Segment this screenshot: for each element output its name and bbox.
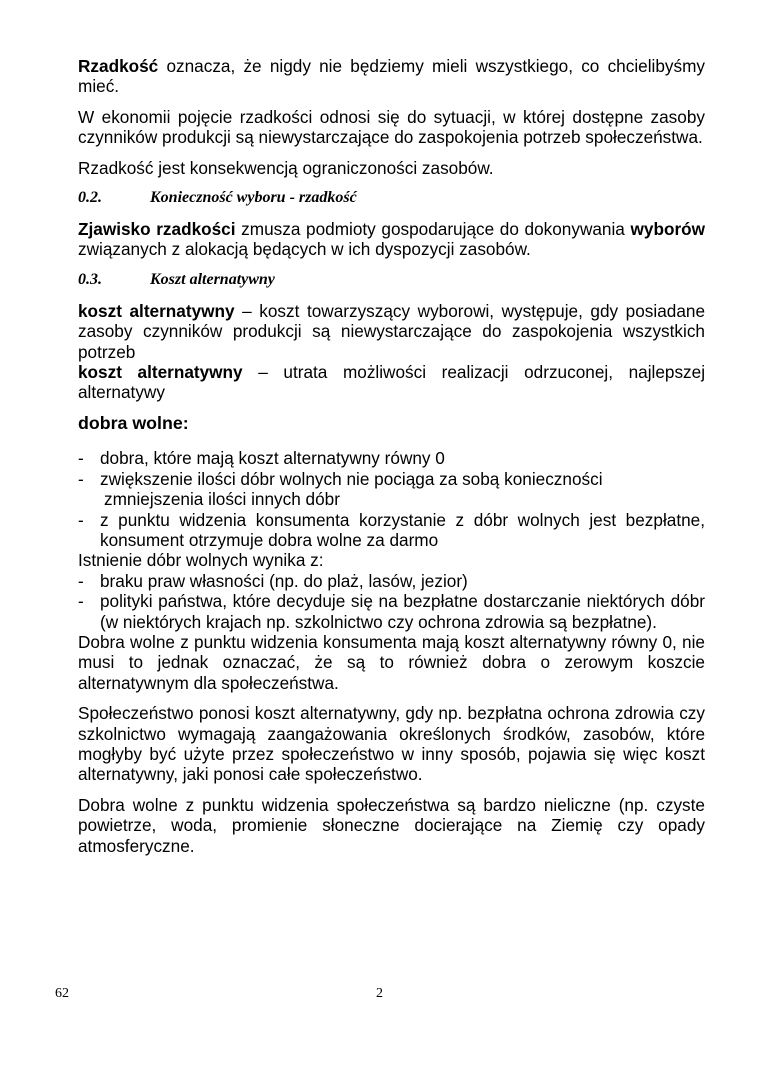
section-heading-0-3 [78, 270, 705, 290]
footer-page-number-left: 62 [55, 986, 69, 1001]
section-number: 0.2. [78, 189, 102, 207]
footer-page-number-center: 2 [376, 986, 383, 1001]
dobra-wolne-title: dobra wolne: [78, 412, 189, 433]
paragraph-rzadkosc-definition: Rzadkość oznacza, że nigdy nie będziemy mieli wszystkiego, co chcielibyśmy mieć. [78, 56, 705, 97]
paragraph-koszt-alternatywny-1: koszt alternatywny – koszt towarzyszący wyborowi, występuje, gdy posiadane zasoby czynników produkcji są niewystarczające do zaspokojenia wszystkich potrzeb [78, 300, 706, 362]
list-item: - dobra, które mają koszt alternatywny równy 0 [78, 448, 445, 469]
paragraph-spoleczenstwo-koszt: Społeczeństwo ponosi koszt alternatywny, gdy np. bezpłatna ochrona zdrowia czy szkolnictwo wymagają zaangażowania określonych środków, zasobów, które mogłyby być użyte przez społeczeństwo w inny sposób, pojawia się więc koszt alternatywny, jaki ponosi całe społeczeństwo. [78, 703, 705, 785]
paragraph-zjawisko-rzadkosci: Zjawisko rzadkości zmusza podmioty gospodarujące do dokonywania wyborów związanych z alokacją będących w ich dyspozycji zasobów. [78, 219, 705, 260]
paragraph-rzadkosc-economics: W ekonomii pojęcie rzadkości odnosi się do sytuacji, w której dostępne zasoby czynników produkcji są niewystarczające do zaspokojenia potrzeb społeczeństwa. [78, 106, 705, 148]
paragraph-istnienie-dobr: Istnienie dóbr wolnych wynika z: [78, 550, 324, 571]
document-body [78, 56, 705, 866]
paragraph-rzadkosc-consequence: Rzadkość jest konsekwencją ograniczoności zasobów. [78, 157, 494, 178]
paragraph-dobra-wolne-konsument: Dobra wolne z punktu widzenia konsumenta mają koszt alternatywny równy 0, nie musi to jednak oznaczać, że są to również dobra o zerowym koszcie alternatywnym dla społeczeństwa. [78, 631, 705, 693]
section-title: Konieczność wyboru - rzadkość [150, 189, 357, 207]
paragraph-koszt-alternatywny-2: koszt alternatywny – utrata możliwości realizacji odrzuconej, najlepszej alternatywy [78, 362, 706, 403]
section-heading-0-2 [78, 188, 705, 208]
section-number: 0.3. [78, 270, 102, 288]
dobra-wolne-list [78, 448, 705, 550]
list-item: - zwiększenie ilości dóbr wolnych nie pociąga za sobą konieczności zmniejszenia ilości innych dóbr [78, 468, 603, 510]
list-item: - z punktu widzenia konsumenta korzystanie z dóbr wolnych jest bezpłatne, konsument otrzymuje dobra wolne za darmo [78, 509, 705, 550]
list-item: - polityki państwa, które decyduje się na bezpłatne dostarczanie niektórych dóbr (w niektórych krajach np. szkolnictwo czy ochrona zdrowia są bezpłatne). [78, 591, 705, 632]
paragraph-dobra-wolne-spoleczenstwo: Dobra wolne z punktu widzenia społeczeństwa są bardzo nieliczne (np. czyste powietrze, woda, promienie słoneczne docierające na Ziemię czy opady atmosferyczne. [78, 794, 705, 856]
section-title: Koszt alternatywny [150, 270, 275, 288]
przyczyny-list [78, 571, 705, 632]
list-item: - braku praw własności (np. do plaż, lasów, jezior) [78, 570, 468, 591]
